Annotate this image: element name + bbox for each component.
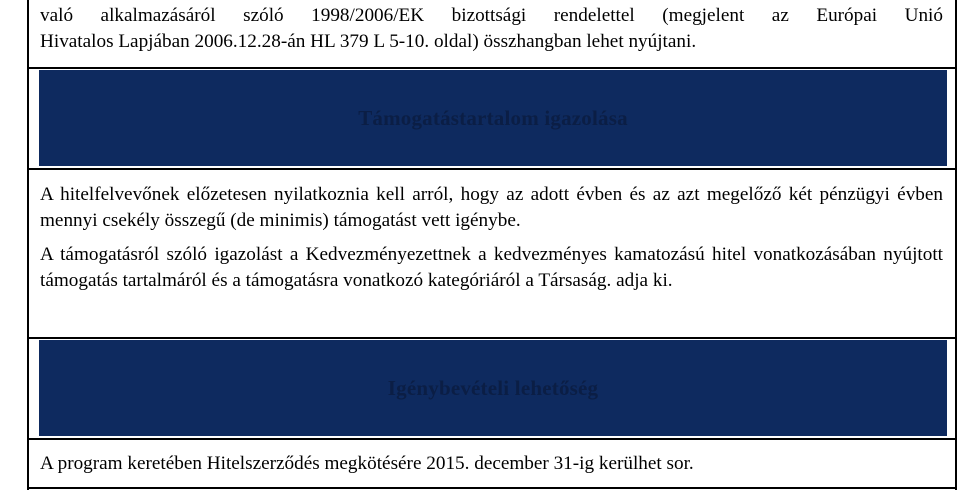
divider <box>29 168 955 170</box>
section-banner-support-content <box>39 70 947 166</box>
section-title-availability: Igénybevételi lehetőség <box>387 375 599 400</box>
intro-paragraph <box>29 3 955 55</box>
body-paragraph-certificate: A támogatásról szóló igazolást a Kedvezményezettnek a kedvezményes kamatozású hitel vonatkozásában nyújtott támogatás tartalmáról és a támogatásra vonatkozó kategóriáról a Társaság. adja ki. <box>40 244 943 291</box>
intro-line-2: Hivatalos Lapjában 2006.12.28-án HL 379 L 5-10. oldal) összhangban lehet nyújtani. <box>40 31 697 52</box>
body-paragraph-deadline: A program keretében Hitelszerződés megkötésére 2015. december 31-ig kerülhet sor. <box>40 453 694 474</box>
document-page <box>27 0 957 490</box>
divider <box>29 337 955 339</box>
intro-line-1: való alkalmazásáról szóló 1998/2006/EK bizottsági rendelettel (megjelent az Európai Unió <box>40 5 943 26</box>
body-paragraph-declaration: A hitelfelvevőnek előzetesen nyilatkoznia kell arról, hogy az adott évben és az azt megelőző két pénzügyi évben mennyi csekély összegű (de minimis) támogatást vett igénybe. <box>40 184 943 231</box>
section-banner-availability <box>39 340 947 436</box>
divider <box>29 67 955 69</box>
divider <box>29 487 955 489</box>
section-title-support-content: Támogatástartalom igazolása <box>358 105 628 130</box>
divider <box>29 438 955 440</box>
section-body-availability <box>29 451 955 477</box>
section-body-support-content <box>29 182 955 294</box>
